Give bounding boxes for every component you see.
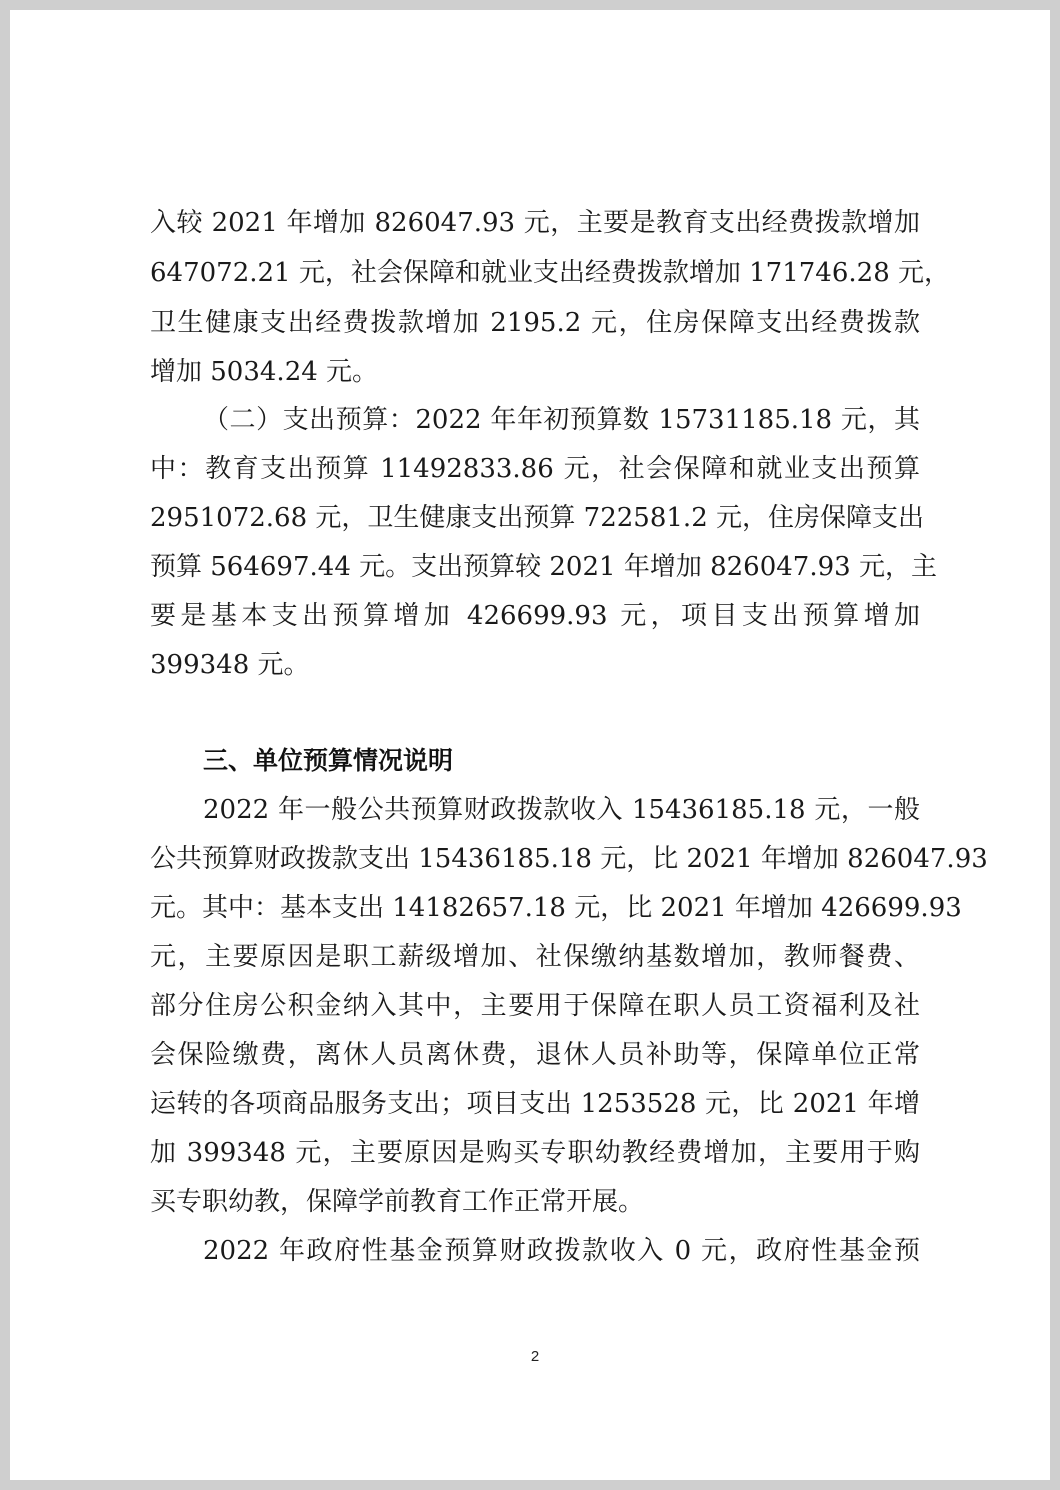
- body-text-line: 会保险缴费，离休人员离休费，退休人员补助等，保障单位正常: [150, 1040, 920, 1070]
- body-text-line: 2022 年一般公共预算财政拨款收入 15436185.18 元，一般: [203, 795, 920, 825]
- body-text-line: 加 399348 元，主要原因是购买专职幼教经费增加，主要用于购: [150, 1138, 920, 1168]
- body-text-line: 元，主要原因是职工薪级增加、社保缴纳基数增加，教师餐费、: [150, 942, 920, 972]
- page-number: 2: [530, 1348, 540, 1365]
- body-text-line: 元。其中：基本支出 14182657.18 元，比 2021 年增加 426699.93: [150, 893, 962, 923]
- body-text-line: 公共预算财政拨款支出 15436185.18 元，比 2021 年增加 826047.93: [150, 844, 988, 874]
- body-text-line: 中：教育支出预算 11492833.86 元，社会保障和就业支出预算: [150, 454, 920, 484]
- section-heading: 三、单位预算情况说明: [203, 746, 454, 775]
- body-text-line: 买专职幼教，保障学前教育工作正常开展。: [150, 1187, 645, 1217]
- body-text-line: 399348 元。: [150, 650, 310, 680]
- body-text-line: 增加 5034.24 元。: [150, 357, 379, 387]
- body-text-line: 入较 2021 年增加 826047.93 元，主要是教育支出经费拨款增加: [150, 208, 920, 238]
- body-text-line: 2022 年政府性基金预算财政拨款收入 0 元，政府性基金预: [203, 1236, 920, 1266]
- body-text-line: 预算 564697.44 元。支出预算较 2021 年增加 826047.93 元，主: [150, 552, 937, 582]
- body-text-line: 部分住房公积金纳入其中，主要用于保障在职人员工资福利及社: [150, 991, 920, 1021]
- body-text-line: 要是基本支出预算增加 426699.93 元，项目支出预算增加: [150, 601, 920, 631]
- body-text-line: （二）支出预算：2022 年年初预算数 15731185.18 元，其: [203, 405, 920, 435]
- body-text-line: 卫生健康支出经费拨款增加 2195.2 元，住房保障支出经费拨款: [150, 308, 920, 338]
- body-text-line: 647072.21 元，社会保障和就业支出经费拨款增加 171746.28 元，: [150, 258, 950, 288]
- body-text-line: 2951072.68 元，卫生健康支出预算 722581.2 元，住房保障支出: [150, 503, 924, 533]
- body-text-line: 运转的各项商品服务支出；项目支出 1253528 元，比 2021 年增: [150, 1089, 920, 1119]
